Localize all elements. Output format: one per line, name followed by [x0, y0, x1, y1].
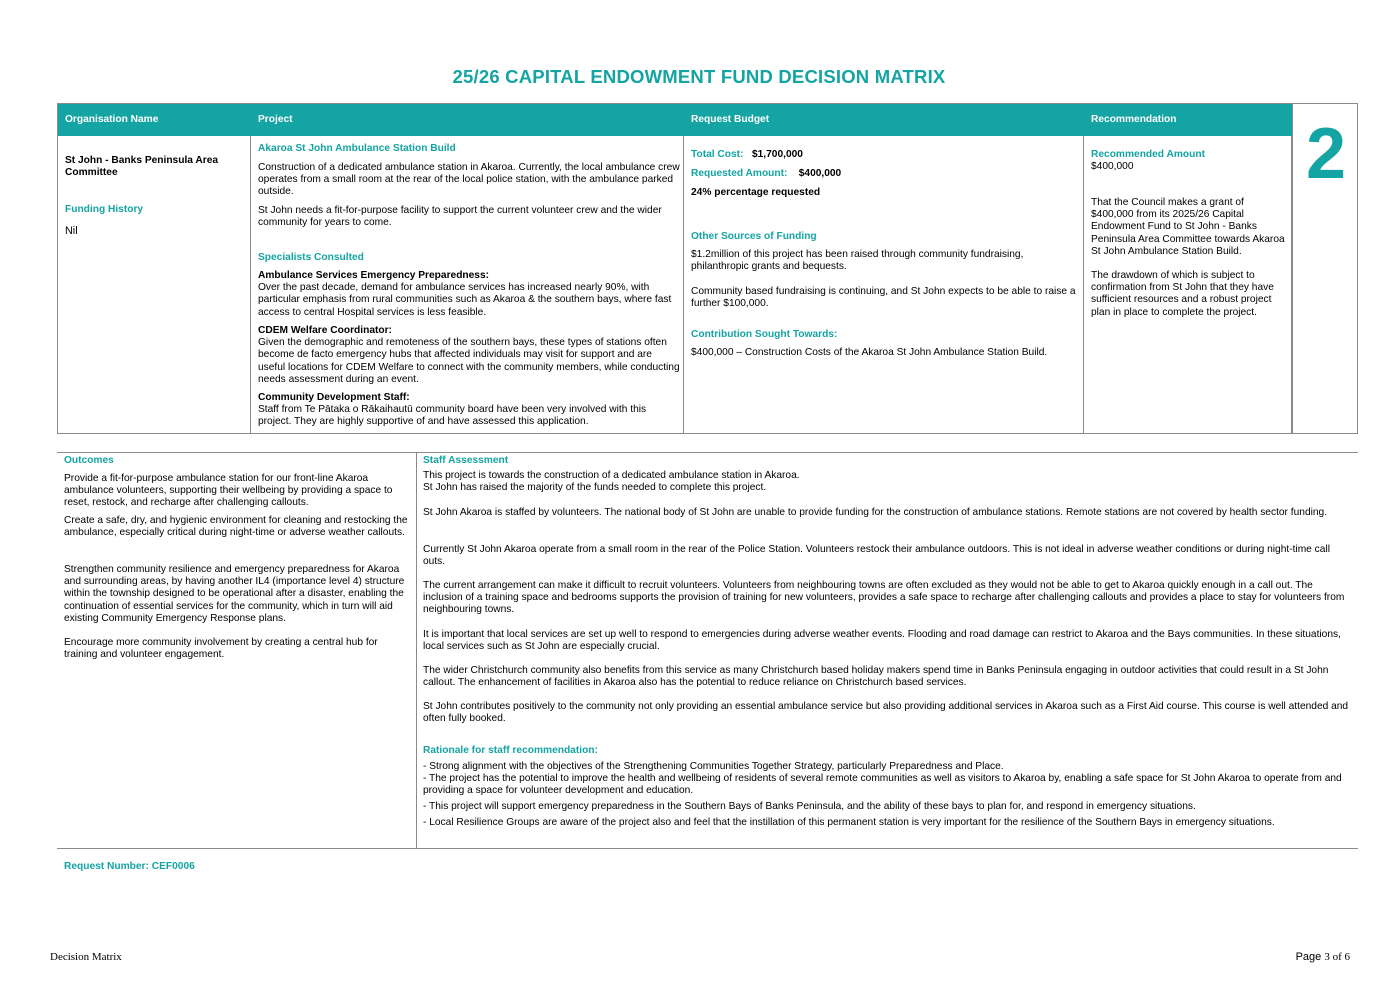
- specialist-text: Over the past decade, demand for ambulance services has increased nearly 90%, with particular emphasis from rural communities such as Akaroa & the southern bays, where fast access to central Hospital services is less feasible.: [258, 282, 672, 318]
- recommended-amount-value: $400,000: [1091, 161, 1134, 172]
- footer-page-number: [1296, 951, 1350, 963]
- total-cost-value: $1,700,000: [751, 149, 803, 160]
- outcome-item: Strengthen community resilience and emergency preparedness for Akaroa and surrounding areas, by having another IL4 (importance level 4) structure within the township designed to be operational after a disaster, enabling the continuation of essential services for the community, which in turn will aid existing Community Emergency Response plans.: [64, 564, 405, 624]
- requested-amount-row: [691, 168, 1071, 180]
- specialist-title: Community Development Staff:: [258, 392, 410, 403]
- rationale-label: Rationale for staff recommendation:: [423, 745, 598, 756]
- rationale-item: - The project has the potential to improve the health and wellbeing of residents of several remote communities as well as visitors to Akaroa by, enabling a safe space for St John Akaroa to operate from and providing a space for volunteer development and education.: [423, 773, 1342, 797]
- specialist-text: Given the demographic and remoteness of the southern bays, these types of stations often become de facto emergency hubs that affected individuals may visit for support and are useful locations for CDEM Welfare to connect with the community members, while conducting needs assessment during an event.: [258, 337, 680, 385]
- assessment-paragraph: The current arrangement can make it difficult to recruit volunteers. Volunteers from neighbouring towns are often excluded as they would not be able to get to Akaroa quickly enough in a call out. The inclusion of a training space and bedrooms supports the provision of training for new volunteers, provides a safe space to recharge after challenging callouts and provides a place to stay for volunteers from neighbouring towns.: [423, 580, 1345, 616]
- total-cost-row: [691, 149, 1071, 161]
- outcomes-label: Outcomes: [64, 455, 114, 466]
- budget-column: [684, 136, 1084, 433]
- header-project: Project: [251, 104, 684, 136]
- project-description: Construction of a dedicated ambulance station in Akaroa. Currently, the local ambulance crew operates from a small room at the rear of the local police station, with the ambulance parked outside.: [258, 162, 680, 198]
- contribution-label: Contribution Sought Towards:: [691, 329, 838, 340]
- recommendation-text: That the Council makes a grant of $400,000 from its 2025/26 Capital Endowment Fund to St John - Banks Peninsula Area Committee towards Akaroa St John Ambulance Station Build.: [1091, 197, 1285, 257]
- matrix-number-cell: [1292, 104, 1358, 433]
- assessment-paragraph: The wider Christchurch community also benefits from this service as many Christchurch based holiday makers spend time in Banks Peninsula engaging in outdoor activities that could result in a St John callout. The enhancement of facilities in Akaroa also has the potential to reduce reliance on Christchurch based services.: [423, 665, 1329, 689]
- assessment-paragraph: Currently St John Akaroa operate from a small room in the rear of the Police Station. Volunteers restock their ambulance outdoors. This is not ideal in adverse weather conditions or during night-time call outs.: [423, 544, 1330, 568]
- specialist-cdem: [258, 325, 680, 386]
- section-divider: [416, 453, 417, 848]
- assessment-paragraph: St John Akaroa is staffed by volunteers. The national body of St John are unable to provide funding for the construction of ambulance stations. Remote stations are not covered by health sector funding.: [423, 507, 1328, 518]
- specialist-title: Ambulance Services Emergency Preparedness:: [258, 270, 490, 281]
- rationale-item: - Strong alignment with the objectives of the Strengthening Communities Together Strategy, particularly Preparedness and Place.: [423, 761, 1004, 772]
- assessment-paragraph: This project is towards the construction of a dedicated ambulance station in Akaroa. St John has raised the majority of the funds needed to complete this project.: [423, 470, 800, 494]
- requested-amount-label: Requested Amount:: [691, 168, 788, 179]
- assessment-paragraph: St John contributes positively to the community not only providing an essential ambulance service but also providing additional services in Akaroa such as a First Aid course. This course is well attended and often fully booked.: [423, 701, 1349, 725]
- page-word: Page: [1295, 951, 1322, 963]
- page-count: 3 of 6: [1324, 951, 1350, 963]
- organisation-column: [58, 136, 251, 433]
- footer-document-name: Decision Matrix: [50, 951, 122, 963]
- outcome-item: Encourage more community involvement by creating a central hub for training and volunteer engagement.: [64, 637, 378, 661]
- assessment-section: [57, 452, 1358, 849]
- matrix-number: 2: [1305, 114, 1347, 194]
- organisation-name: St John - Banks Peninsula Area Committee: [65, 155, 219, 179]
- specialist-ambulance: [258, 270, 680, 319]
- funding-history-label: Funding History: [65, 204, 144, 215]
- percentage-requested: 24% percentage requested: [691, 187, 821, 198]
- specialist-community: [258, 392, 680, 429]
- decision-matrix-table: [57, 103, 1358, 434]
- specialist-text: Staff from Te Pātaka o Rākaihautū community board have been very involved with this project. They are highly supportive of and have assessed this application.: [258, 404, 647, 428]
- specialist-title: CDEM Welfare Coordinator:: [258, 325, 392, 336]
- outcome-item: Provide a fit-for-purpose ambulance station for our front-line Akaroa ambulance volunteers, supporting their wellbeing by providing a space to reset, restock, and recharge after challenging callouts.: [64, 473, 393, 509]
- specialists-consulted-label: Specialists Consulted: [258, 252, 364, 263]
- other-sources-label: Other Sources of Funding: [691, 231, 817, 242]
- total-cost-label: Total Cost:: [691, 149, 744, 160]
- other-sources-text-1: $1.2million of this project has been raised through community fundraising, philanthropic grants and bequests.: [691, 249, 1024, 273]
- rationale-item: - This project will support emergency preparedness in the Southern Bays of Banks Peninsula, and the ability of these bays to plan for, and respond in emergency situations.: [423, 801, 1196, 812]
- other-sources-text-2: Community based fundraising is continuing, and St John expects to be able to raise a further $100,000.: [691, 286, 1076, 310]
- contribution-text: $400,000 – Construction Costs of the Akaroa St John Ambulance Station Build.: [691, 347, 1048, 358]
- recommendation-condition: The drawdown of which is subject to confirmation from St John that they have sufficient resources and a robust project plan in place to complete the project.: [1091, 270, 1274, 318]
- funding-history-value: Nil: [65, 225, 78, 237]
- header-budget: Request Budget: [684, 104, 1084, 136]
- assessment-paragraph: It is important that local services are set up well to respond to emergencies during adverse weather events. Flooding and road damage can restrict to Akaroa and the Bays communities. In these situations, local services such as St John are especially crucial.: [423, 629, 1341, 653]
- page-title: 25/26 CAPITAL ENDOWMENT FUND DECISION MATRIX: [452, 66, 946, 87]
- staff-assessment-label: Staff Assessment: [423, 455, 509, 466]
- request-number: Request Number: CEF0006: [64, 861, 195, 872]
- header-organisation: Organisation Name: [58, 104, 251, 136]
- recommended-amount-label: Recommended Amount: [1091, 149, 1205, 160]
- outcome-item: Create a safe, dry, and hygienic environment for cleaning and restocking the ambulance, especially critical during night-time or adverse weather callouts.: [64, 515, 408, 539]
- rationale-item: - Local Resilience Groups are aware of the project also and feel that the instillation of this permanent station is very important for the resilience of the Southern Bays in emergency situations.: [423, 817, 1275, 828]
- requested-amount-value: $400,000: [798, 168, 842, 179]
- project-need: St John needs a fit-for-purpose facility to support the current volunteer crew and the wider community for years to come.: [258, 205, 662, 229]
- header-recommendation: Recommendation: [1084, 104, 1292, 136]
- project-title: Akaroa St John Ambulance Station Build: [258, 143, 456, 154]
